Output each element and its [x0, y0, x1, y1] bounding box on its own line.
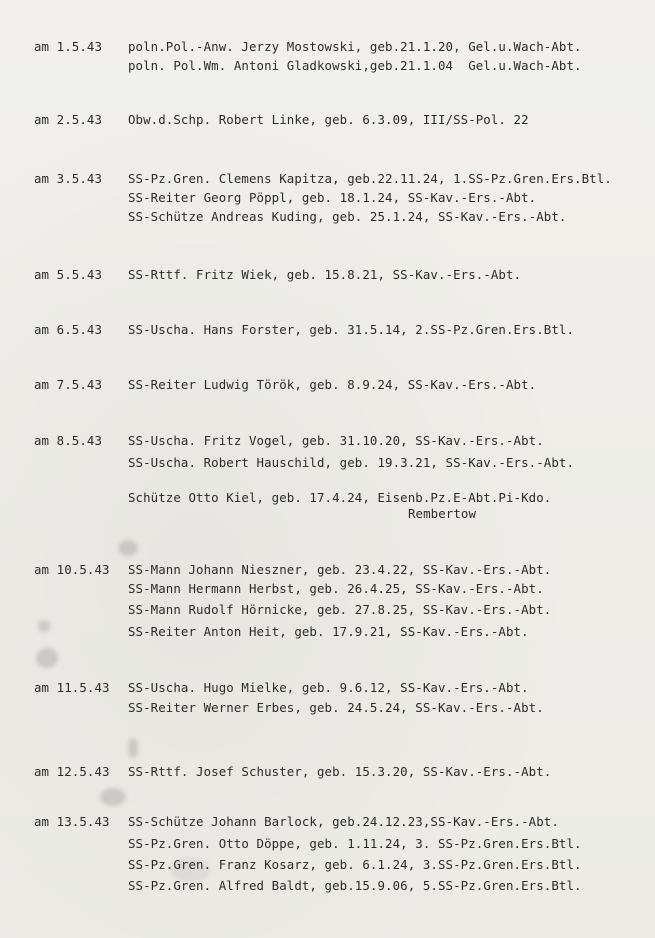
entry-date: am 12.5.43 [34, 764, 110, 779]
entry-line: SS-Mann Hermann Herbst, geb. 26.4.25, SS-Kav.-Ers.-Abt. [128, 581, 544, 596]
entry-line: SS-Rttf. Fritz Wiek, geb. 15.8.21, SS-Kav.-Ers.-Abt. [128, 267, 522, 282]
entry-date: am 6.5.43 [34, 322, 103, 337]
entry-line: Schütze Otto Kiel, geb. 17.4.24, Eisenb.Pz.E-Abt.Pi-Kdo. [128, 490, 552, 505]
stain-mark [36, 648, 58, 668]
entry-date: am 10.5.43 [34, 562, 110, 577]
entry-date: am 1.5.43 [34, 39, 103, 54]
entry-date: am 3.5.43 [34, 171, 103, 186]
entry-line: SS-Reiter Ludwig Török, geb. 8.9.24, SS-Kav.-Ers.-Abt. [128, 377, 537, 392]
entry-line: SS-Rttf. Josef Schuster, geb. 15.3.20, SS-Kav.-Ers.-Abt. [128, 764, 552, 779]
stain-mark [100, 788, 126, 806]
entry-line: SS-Mann Johann Nieszner, geb. 23.4.22, SS-Kav.-Ers.-Abt. [128, 562, 552, 577]
entry-line: SS-Reiter Werner Erbes, geb. 24.5.24, SS-Kav.-Ers.-Abt. [128, 700, 544, 715]
entry-place: Rembertow [408, 506, 477, 521]
entry-date: am 2.5.43 [34, 112, 103, 127]
entry-date: am 7.5.43 [34, 377, 103, 392]
entry-line: SS-Reiter Georg Pöppl, geb. 18.1.24, SS-Kav.-Ers.-Abt. [128, 190, 537, 205]
entry-line: SS-Uscha. Fritz Vogel, geb. 31.10.20, SS-Kav.-Ers.-Abt. [128, 433, 544, 448]
entry-line: SS-Mann Rudolf Hörnicke, geb. 27.8.25, SS-Kav.-Ers.-Abt. [128, 602, 552, 617]
stain-mark [118, 540, 138, 556]
entry-line: SS-Uscha. Hugo Mielke, geb. 9.6.12, SS-Kav.-Ers.-Abt. [128, 680, 529, 695]
entry-date: am 13.5.43 [34, 814, 110, 829]
entry-line: poln. Pol.Wm. Antoni Gladkowski,geb.21.1.04 Gel.u.Wach-Abt. [128, 58, 582, 73]
entry-line: SS-Pz.Gren. Alfred Baldt, geb.15.9.06, 5.SS-Pz.Gren.Ers.Btl. [128, 878, 582, 893]
entry-line: Obw.d.Schp. Robert Linke, geb. 6.3.09, III/SS-Pol. 22 [128, 112, 529, 127]
entry-date: am 8.5.43 [34, 433, 103, 448]
entry-line: SS-Reiter Anton Heit, geb. 17.9.21, SS-Kav.-Ers.-Abt. [128, 624, 529, 639]
entry-date: am 5.5.43 [34, 267, 103, 282]
entry-line: poln.Pol.-Anw. Jerzy Mostowski, geb.21.1.20, Gel.u.Wach-Abt. [128, 39, 582, 54]
entry-line: SS-Pz.Gren. Franz Kosarz, geb. 6.1.24, 3.SS-Pz.Gren.Ers.Btl. [128, 857, 582, 872]
stain-mark [38, 620, 50, 632]
entry-line: SS-Pz.Gren. Otto Döppe, geb. 1.11.24, 3. SS-Pz.Gren.Ers.Btl. [128, 836, 582, 851]
entry-line: SS-Schütze Johann Barlock, geb.24.12.23,SS-Kav.-Ers.-Abt. [128, 814, 559, 829]
entry-line: SS-Schütze Andreas Kuding, geb. 25.1.24, SS-Kav.-Ers.-Abt. [128, 209, 567, 224]
entry-line: SS-Pz.Gren. Clemens Kapitza, geb.22.11.24, 1.SS-Pz.Gren.Ers.Btl. [128, 171, 612, 186]
entry-date: am 11.5.43 [34, 680, 110, 695]
entry-line: SS-Uscha. Robert Hauschild, geb. 19.3.21, SS-Kav.-Ers.-Abt. [128, 455, 575, 470]
entry-line: SS-Uscha. Hans Forster, geb. 31.5.14, 2.SS-Pz.Gren.Ers.Btl. [128, 322, 575, 337]
stain-mark [128, 738, 138, 758]
